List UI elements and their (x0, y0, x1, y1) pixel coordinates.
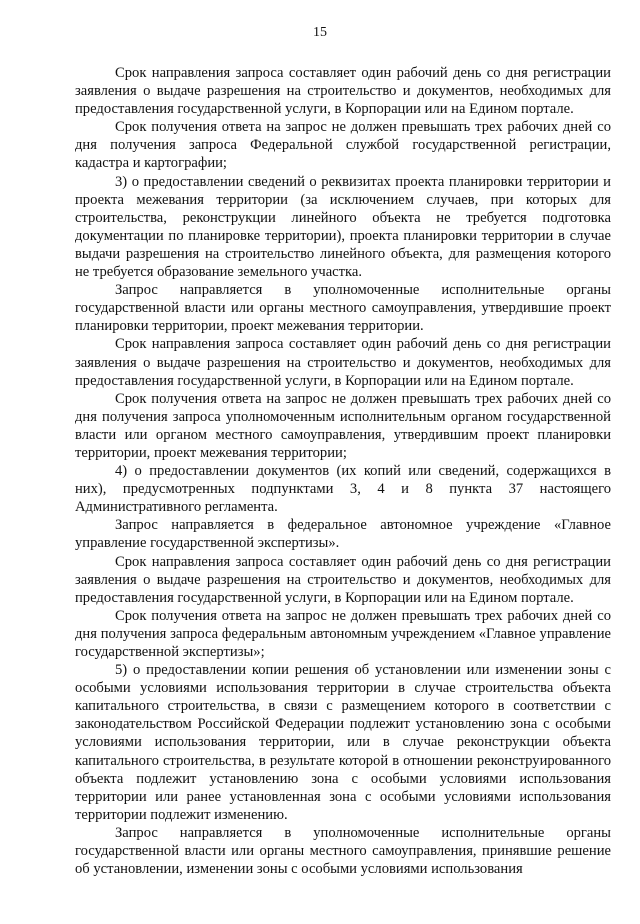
paragraph: Срок направления запроса составляет один рабочий день со дня регистрации заявления о выдаче разрешения на строительство и документов, необходимых для предоставления государственной услуги, в Корпорации или на Едином портале. (75, 553, 611, 606)
paragraph: 5) о предоставлении копии решения об установлении или изменении зоны с особыми условиями использования территории в случае строительства объекта капитального строительства, в связи с размещением которого в соответствии с законодательством Российской Федерации подлежит установлению зона с особыми условиями использования территории, или в случае реконструкции объекта капитального строительства, в результате которой в отношении реконструированного объекта подлежит установлению зона с особыми условиями использования территории или ранее установленная зона с особыми условиями использования территории подлежит изменению. (75, 662, 611, 823)
paragraph: Срок направления запроса составляет один рабочий день со дня регистрации заявления о выдаче разрешения на строительство и документов, необходимых для предоставления государственной услуги, в Корпорации или на Едином портале. (75, 65, 611, 118)
paragraph: Срок получения ответа на запрос не должен превышать трех рабочих дней со дня получения запроса федеральным автономным учреждением «Главное управление государственной экспертизы»; (75, 607, 611, 660)
paragraph: 3) о предоставлении сведений о реквизитах проекта планировки территории и проекта межевания территории (за исключением случаев, при которых для строительства, реконструкции линейного объекта не требуется подготовка документации по планировке территории), проекта планировки территории в случае выдачи разрешения на строительство линейного объекта, для размещения которого не требуется образование земельного участка. (75, 173, 611, 281)
paragraph: Запрос направляется в уполномоченные исполнительные органы государственной власти или органы местного самоуправления, утвердившие проект планировки территории, проект межевания территории. (75, 282, 611, 335)
paragraph: 4) о предоставлении документов (их копий или сведений, содержащихся в них), предусмотренных подпунктами 3, 4 и 8 пункта 37 настоящего Административного регламента. (75, 463, 611, 516)
paragraph: Срок получения ответа на запрос не должен превышать трех рабочих дней со дня получения запроса Федеральной службой государственной регистрации, кадастра и картографии; (75, 119, 611, 172)
paragraph: Запрос направляется в федеральное автономное учреждение «Главное управление государственной экспертизы». (75, 517, 611, 552)
paragraph: Запрос направляется в уполномоченные исполнительные органы государственной власти или органы местного самоуправления, принявшие решение об установлении, изменении зоны с особыми условиями использования (75, 824, 611, 878)
document-body (75, 64, 611, 878)
page-number: 15 (313, 25, 327, 40)
paragraph: Срок направления запроса составляет один рабочий день со дня регистрации заявления о выдаче разрешения на строительство и документов, необходимых для предоставления государственной услуги, в Корпорации или на Едином портале. (75, 336, 611, 389)
paragraph: Срок получения ответа на запрос не должен превышать трех рабочих дней со дня получения запроса уполномоченным исполнительным органом государственной власти или органом местного самоуправления, утвердившим проект планировки территории, проект межевания территории; (75, 390, 611, 461)
